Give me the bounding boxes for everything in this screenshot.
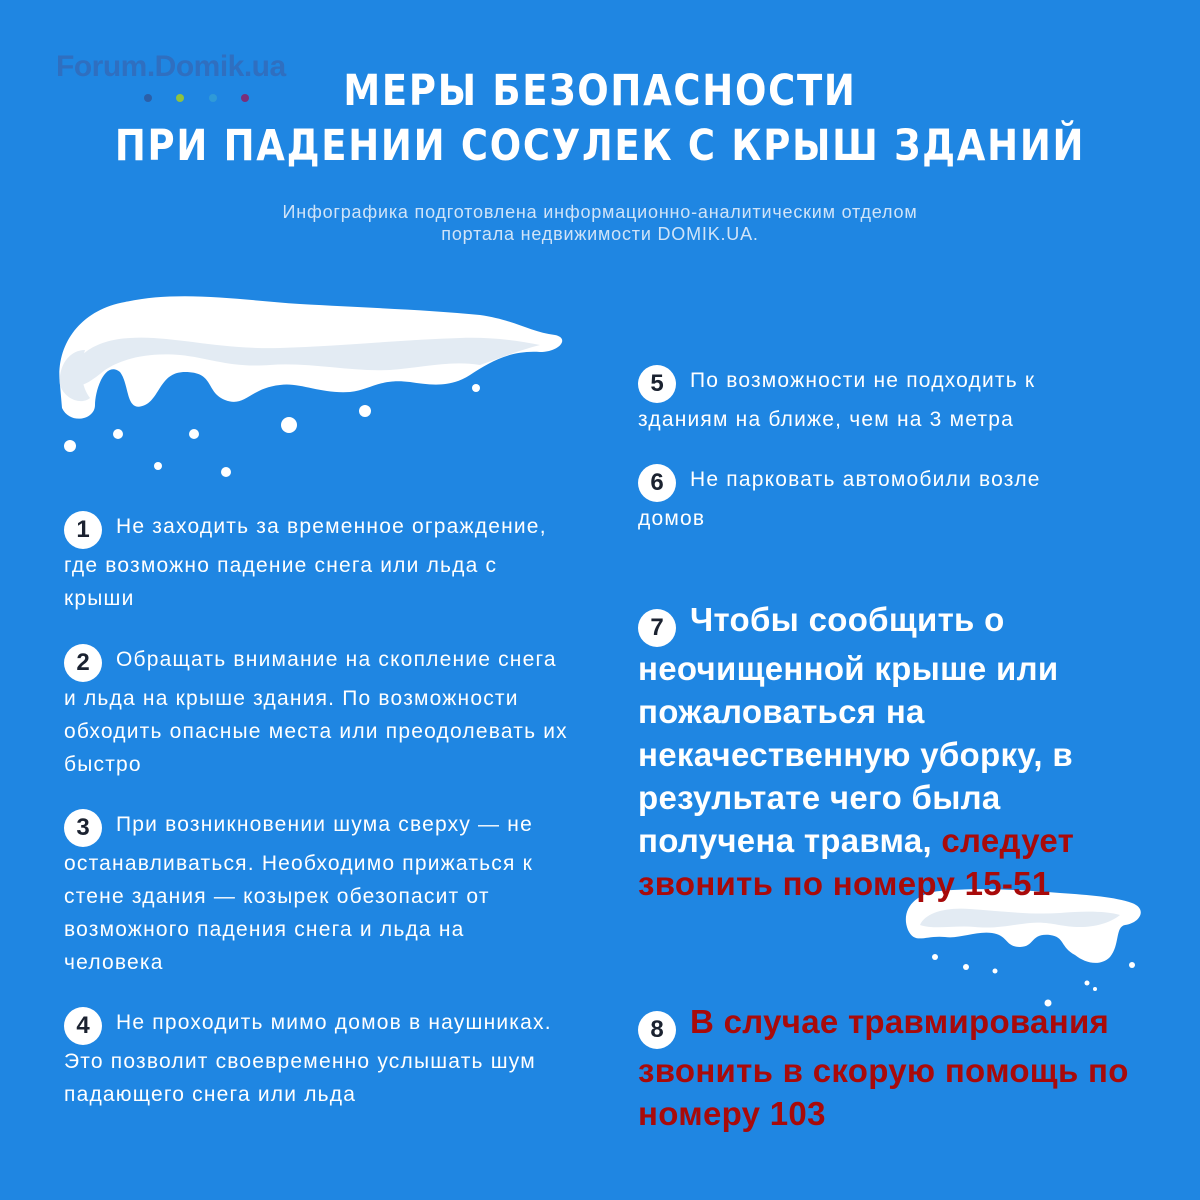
list-item-emphasized [638, 1000, 1138, 1135]
subtitle-line-1: Инфографика подготовлена информационно-аналитическим отделом [282, 202, 918, 222]
item-text-red: В случае травмирования звонить в скорую помощь по номеру 103 [638, 1003, 1129, 1132]
item-text: При возникновении шума сверху — не останавливаться. Необходимо прижаться к стене здания — козырек обезопасит от возможного падения снега и льда на человека [64, 813, 533, 974]
subtitle-line-2: портала недвижимости DOMIK.UA. [441, 224, 759, 244]
item-text: Чтобы сообщить о неочищенной крыше или пожаловаться на некачественную уборку, в результате чего была получена травма, [638, 601, 1073, 859]
page-subtitle [0, 201, 1200, 245]
site-logo: Forum.Domik.ua [56, 50, 286, 83]
item-number-badge: 8 [638, 1011, 676, 1049]
item-number-badge: 4 [64, 1007, 102, 1045]
item-text: Не заходить за временное ограждение, где возможно падение снега или льда с крыши [64, 515, 547, 610]
title-line-2: ПРИ ПАДЕНИИ СОСУЛЕК С КРЫШ ЗДАНИЙ [114, 121, 1086, 171]
item-number-badge: 7 [638, 609, 676, 647]
list-item [64, 1006, 569, 1111]
item-number-badge: 6 [638, 464, 676, 502]
list-item [64, 510, 564, 615]
item-number-badge: 2 [64, 644, 102, 682]
item-number-badge: 5 [638, 365, 676, 403]
page-title [84, 64, 1116, 174]
list-item [638, 463, 1108, 535]
item-text: По возможности не подходить к зданиям на ближе, чем на 3 метра [638, 369, 1036, 431]
item-text-red: следует звонить по номеру 15-51 [638, 822, 1075, 902]
item-number-badge: 3 [64, 809, 102, 847]
item-text: Не проходить мимо домов в наушниках. Это позволит своевременно услышать шум падающего снега или льда [64, 1011, 552, 1106]
item-text: Обращать внимание на скопление снега и льда на крыше здания. По возможности обходить опасные места или преодолевать их быстро [64, 648, 568, 776]
list-item [638, 364, 1128, 436]
title-line-1: МЕРЫ БЕЗОПАСНОСТИ [343, 66, 857, 116]
item-text: Не парковать автомобили возле домов [638, 468, 1041, 530]
item-number-badge: 1 [64, 511, 102, 549]
list-item [64, 643, 569, 781]
snow-drift-icon [50, 290, 570, 490]
list-item-emphasized [638, 598, 1128, 905]
list-item [64, 808, 569, 979]
